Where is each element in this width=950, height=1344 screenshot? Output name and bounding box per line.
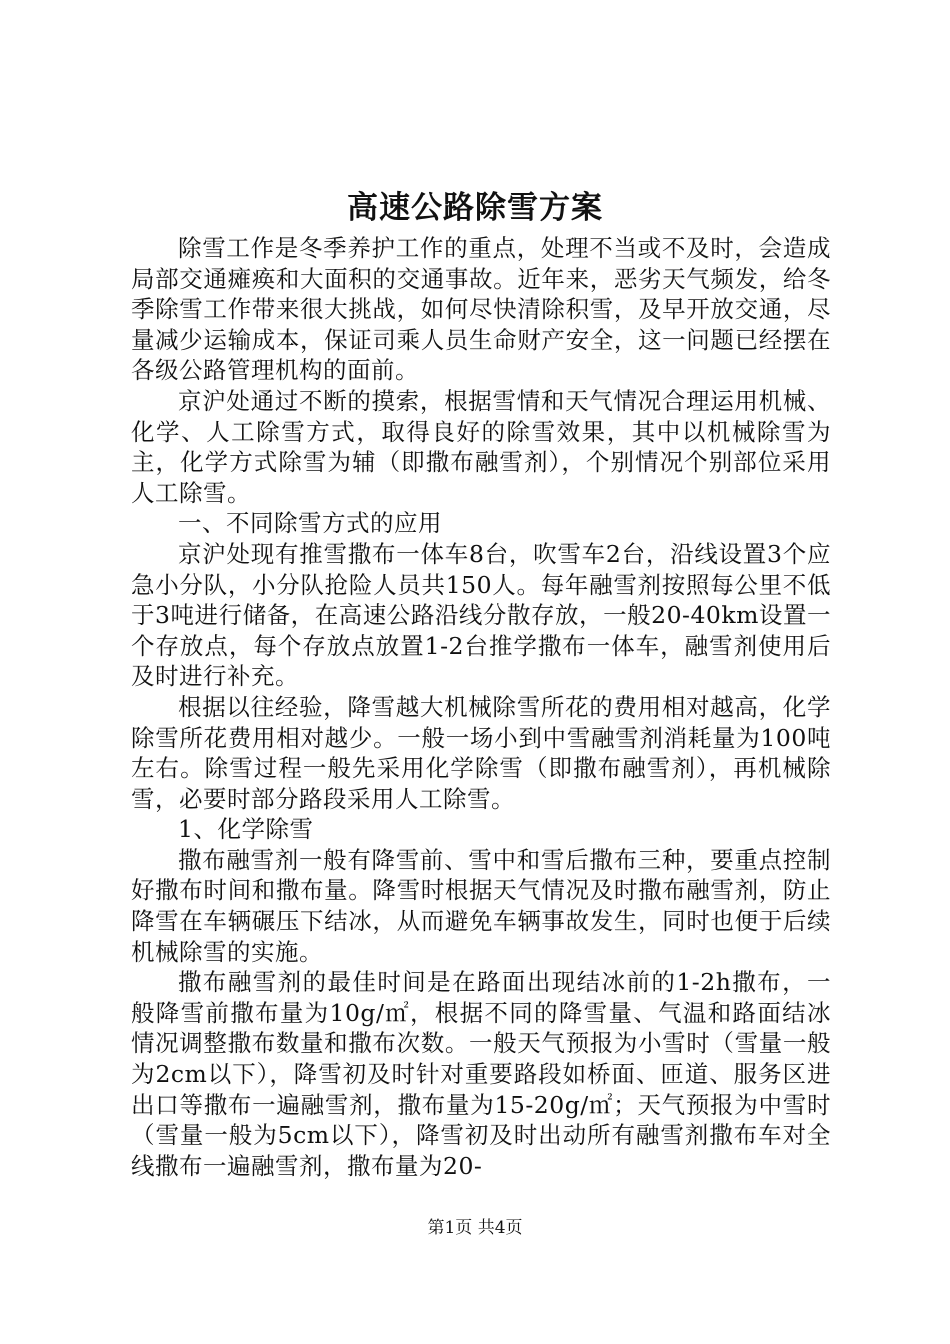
document-body	[131, 233, 831, 1181]
page-footer: 第1页 共4页	[427, 1218, 523, 1238]
paragraph-methods: 京沪处通过不断的摸索，根据雪情和天气情况合理运用机械、化学、人工除雪方式，取得良好的除雪效果，其中以机械除雪为主，化学方式除雪为辅（即撒布融雪剂），个别情况个别部位采用人工除雪。	[131, 386, 831, 507]
paragraph-equipment: 京沪处现有推雪撒布一体车8台，吹雪车2台，沿线设置3个应急小分队，小分队抢险人员共150人。每年融雪剂按照每公里不低于3吨进行储备，在高速公路沿线分散存放，一般20-40km设置一个存放点，每个存放点放置1-2台推学撒布一体车，融雪剂使用后及时进行补充。	[131, 539, 831, 691]
paragraph-timing: 撒布融雪剂的最佳时间是在路面出现结冰前的1-2h撒布，一般降雪前撒布量为10g/㎡，根据不同的降雪量、气温和路面结冰情况调整撒布数量和撒布次数。一般天气预报为小雪时（雪量一般为2cm以下），降雪初及时针对重要路段如桥面、匝道、服务区进出口等撒布一遍融雪剂，撒布量为15-20g/㎡；天气预报为中雪时（雪量一般为5cm以下），降雪初及时出动所有融雪剂撒布车对全线撒布一遍融雪剂，撒布量为20-	[131, 968, 831, 1180]
paragraph-intro: 除雪工作是冬季养护工作的重点，处理不当或不及时，会造成局部交通瘫痪和大面积的交通事故。近年来，恶劣天气频发，给冬季除雪工作带来很大挑战，如何尽快清除积雪，及早开放交通，尽量减少运输成本，保证司乘人员生命财产安全，这一问题已经摆在各级公路管理机构的面前。	[131, 234, 831, 385]
paragraph-spreading: 撒布融雪剂一般有降雪前、雪中和雪后撒布三种，要重点控制好撒布时间和撒布量。降雪时根据天气情况及时撒布融雪剂，防止降雪在车辆碾压下结冰，从而避免车辆事故发生，同时也便于后续机械除雪的实施。	[131, 845, 831, 966]
section-heading-1: 一、不同除雪方式的应用	[178, 509, 442, 538]
subsection-heading-chemical: 1、化学除雪	[178, 815, 314, 844]
paragraph-experience: 根据以往经验，降雪越大机械除雪所花的费用相对越高，化学除雪所花费用相对越少。一般一场小到中雪融雪剂消耗量为100吨左右。除雪过程一般先采用化学除雪（即撒布融雪剂），再机械除雪，必要时部分路段采用人工除雪。	[131, 692, 831, 813]
page-title: 高速公路除雪方案	[347, 190, 603, 226]
